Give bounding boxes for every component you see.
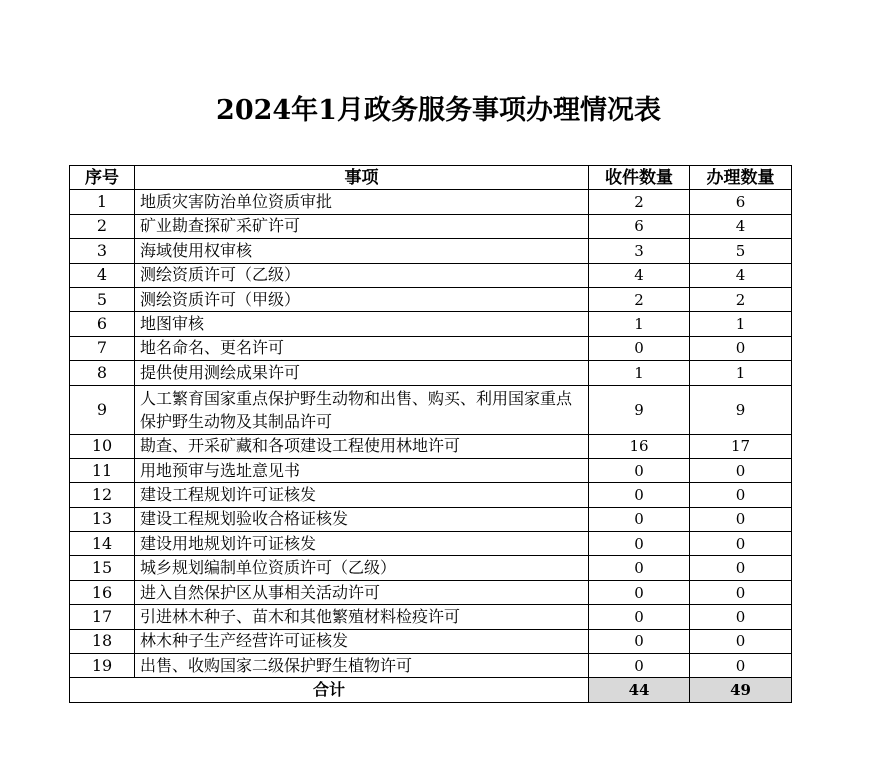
row-handled: 0 — [690, 458, 792, 482]
row-index: 11 — [70, 458, 135, 482]
row-item: 提供使用测绘成果许可 — [135, 361, 589, 385]
row-handled: 0 — [690, 580, 792, 604]
row-handled: 1 — [690, 361, 792, 385]
row-item: 出售、收购国家二级保护野生植物许可 — [135, 654, 589, 678]
row-index: 5 — [70, 287, 135, 311]
row-handled: 9 — [690, 385, 792, 434]
row-item: 建设用地规划许可证核发 — [135, 532, 589, 556]
row-received: 0 — [589, 483, 690, 507]
row-handled: 0 — [690, 654, 792, 678]
row-handled: 4 — [690, 263, 792, 287]
row-received: 0 — [589, 629, 690, 653]
row-handled: 0 — [690, 556, 792, 580]
service-items-table — [69, 165, 792, 703]
row-index: 14 — [70, 532, 135, 556]
row-item: 海域使用权审核 — [135, 239, 589, 263]
table-row — [70, 532, 792, 556]
row-handled: 17 — [690, 434, 792, 458]
row-index: 10 — [70, 434, 135, 458]
total-label: 合计 — [70, 678, 589, 702]
table-row — [70, 556, 792, 580]
header-row — [70, 166, 792, 190]
row-index: 1 — [70, 190, 135, 214]
row-received: 2 — [589, 190, 690, 214]
row-received: 0 — [589, 556, 690, 580]
row-handled: 0 — [690, 336, 792, 360]
row-index: 3 — [70, 239, 135, 263]
row-index: 9 — [70, 385, 135, 434]
row-index: 7 — [70, 336, 135, 360]
row-item: 人工繁育国家重点保护野生动物和出售、购买、利用国家重点保护野生动物及其制品许可 — [135, 385, 589, 434]
table-row — [70, 605, 792, 629]
table-row — [70, 214, 792, 238]
table-row — [70, 336, 792, 360]
table-row — [70, 629, 792, 653]
row-item: 建设工程规划许可证核发 — [135, 483, 589, 507]
row-received: 0 — [589, 336, 690, 360]
row-item: 城乡规划编制单位资质许可（乙级） — [135, 556, 589, 580]
row-index: 8 — [70, 361, 135, 385]
row-item: 勘查、开采矿藏和各项建设工程使用林地许可 — [135, 434, 589, 458]
row-received: 0 — [589, 458, 690, 482]
row-index: 6 — [70, 312, 135, 336]
total-row — [70, 678, 792, 702]
row-received: 0 — [589, 654, 690, 678]
table-row — [70, 385, 792, 434]
table-row — [70, 312, 792, 336]
row-item: 进入自然保护区从事相关活动许可 — [135, 580, 589, 604]
row-received: 0 — [589, 580, 690, 604]
row-handled: 0 — [690, 605, 792, 629]
row-index: 15 — [70, 556, 135, 580]
row-index: 18 — [70, 629, 135, 653]
table-row — [70, 580, 792, 604]
row-received: 2 — [589, 287, 690, 311]
row-received: 16 — [589, 434, 690, 458]
table-row — [70, 287, 792, 311]
row-received: 0 — [589, 605, 690, 629]
table-row — [70, 507, 792, 531]
row-item: 用地预审与选址意见书 — [135, 458, 589, 482]
row-handled: 5 — [690, 239, 792, 263]
row-index: 16 — [70, 580, 135, 604]
table-row — [70, 434, 792, 458]
row-received: 4 — [589, 263, 690, 287]
row-index: 13 — [70, 507, 135, 531]
row-received: 0 — [589, 507, 690, 531]
header-handled: 办理数量 — [690, 166, 792, 190]
header-item: 事项 — [135, 166, 589, 190]
row-handled: 0 — [690, 507, 792, 531]
row-index: 17 — [70, 605, 135, 629]
row-item: 林木种子生产经营许可证核发 — [135, 629, 589, 653]
row-index: 2 — [70, 214, 135, 238]
total-handled: 49 — [690, 678, 792, 702]
row-item: 地质灾害防治单位资质审批 — [135, 190, 589, 214]
row-received: 3 — [589, 239, 690, 263]
row-index: 19 — [70, 654, 135, 678]
row-received: 1 — [589, 312, 690, 336]
row-item: 地名命名、更名许可 — [135, 336, 589, 360]
row-received: 9 — [589, 385, 690, 434]
row-item: 地图审核 — [135, 312, 589, 336]
header-received: 收件数量 — [589, 166, 690, 190]
table-row — [70, 483, 792, 507]
row-handled: 6 — [690, 190, 792, 214]
row-index: 12 — [70, 483, 135, 507]
row-handled: 4 — [690, 214, 792, 238]
row-item: 测绘资质许可（乙级） — [135, 263, 589, 287]
row-item: 引进林木种子、苗木和其他繁殖材料检疫许可 — [135, 605, 589, 629]
table-row — [70, 458, 792, 482]
table-row — [70, 654, 792, 678]
row-index: 4 — [70, 263, 135, 287]
page-title: 2024年1月政务服务事项办理情况表 — [216, 95, 661, 126]
row-handled: 0 — [690, 483, 792, 507]
table-row — [70, 361, 792, 385]
table-row — [70, 239, 792, 263]
row-handled: 2 — [690, 287, 792, 311]
row-received: 0 — [589, 532, 690, 556]
header-index: 序号 — [70, 166, 135, 190]
table-row — [70, 263, 792, 287]
row-item: 矿业勘查探矿采矿许可 — [135, 214, 589, 238]
row-handled: 0 — [690, 629, 792, 653]
row-item: 测绘资质许可（甲级） — [135, 287, 589, 311]
table-row — [70, 190, 792, 214]
row-handled: 1 — [690, 312, 792, 336]
row-handled: 0 — [690, 532, 792, 556]
row-received: 1 — [589, 361, 690, 385]
row-received: 6 — [589, 214, 690, 238]
row-item: 建设工程规划验收合格证核发 — [135, 507, 589, 531]
total-received: 44 — [589, 678, 690, 702]
